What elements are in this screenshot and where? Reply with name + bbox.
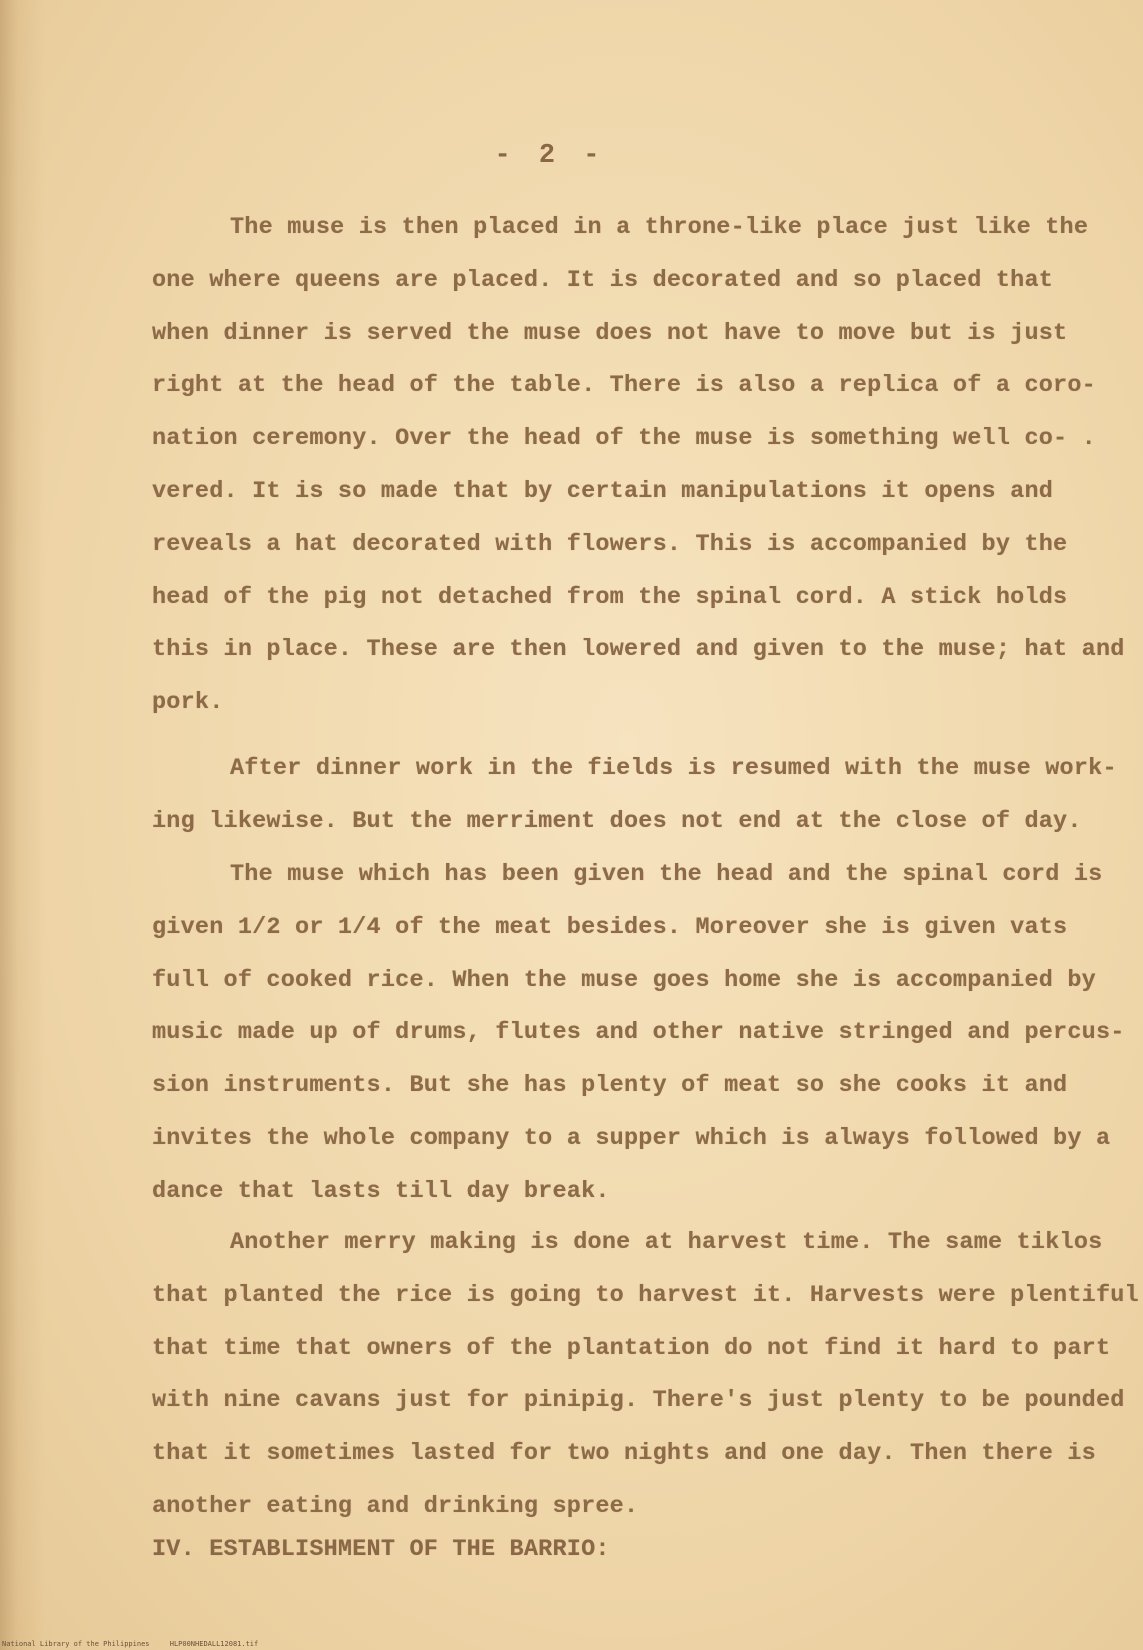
paragraph-1	[152, 202, 1125, 730]
text-line: sion instruments. But she has plenty of meat so she cooks it and	[152, 1072, 1068, 1100]
text-line: given 1/2 or 1/4 of the meat besides. Moreover she is given vats	[152, 913, 1068, 941]
paragraph-2	[152, 743, 1117, 849]
text-line: this in place. These are then lowered and given to the muse; hat and	[152, 636, 1125, 664]
text-line: that time that owners of the plantation do not find it hard to part	[152, 1334, 1111, 1362]
text-line: The muse which has been given the head and the spinal cord is	[230, 861, 1103, 888]
text-line: After dinner work in the fields is resumed with the muse work-	[230, 755, 1117, 782]
text-line: reveals a hat decorated with flowers. This is accompanied by the	[152, 530, 1068, 558]
text-line: ing likewise. But the merriment does not end at the close of day.	[152, 807, 1082, 835]
text-line: music made up of drums, flutes and other native stringed and percus-	[152, 1019, 1125, 1047]
text-line: when dinner is served the muse does not have to move but is just	[152, 319, 1068, 347]
text-line: The muse is then placed in a throne-like place just like the	[230, 214, 1089, 241]
text-line: that planted the rice is going to harvest it. Harvests were plentiful	[152, 1281, 1139, 1309]
scan-footer	[2, 1640, 274, 1648]
text-line: vered. It is so made that by certain manipulations it opens and	[152, 477, 1054, 505]
text-line: invites the whole company to a supper which is always followed by a	[152, 1124, 1111, 1152]
text-line: with nine cavans just for pinipig. There's just plenty to be pounded	[152, 1387, 1125, 1415]
text-line: right at the head of the table. There is also a replica of a coro-	[152, 372, 1096, 400]
section-heading: IV. ESTABLISHMENT OF THE BARRIO:	[152, 1536, 610, 1563]
text-line: Another merry making is done at harvest time. The same tiklos	[230, 1229, 1103, 1256]
text-line: head of the pig not detached from the spinal cord. A stick holds	[152, 583, 1068, 611]
paragraph-3	[152, 849, 1125, 1219]
footer-filename: HLP00NHEDALL12081.tif	[169, 1640, 259, 1648]
text-line: another eating and drinking spree.	[152, 1492, 639, 1520]
text-line: nation ceremony. Over the head of the muse is something well co- .	[152, 425, 1096, 453]
footer-library: National Library of the Philippines	[2, 1640, 150, 1648]
text-line: dance that lasts till day break.	[152, 1177, 610, 1205]
paragraph-4	[152, 1217, 1139, 1534]
text-line: that it sometimes lasted for two nights and one day. Then there is	[152, 1440, 1096, 1468]
text-line: one where queens are placed. It is decorated and so placed that	[152, 266, 1054, 294]
page-number: - 2 -	[494, 141, 606, 171]
text-line: full of cooked rice. When the muse goes home she is accompanied by	[152, 966, 1096, 994]
text-line: pork.	[152, 689, 224, 717]
